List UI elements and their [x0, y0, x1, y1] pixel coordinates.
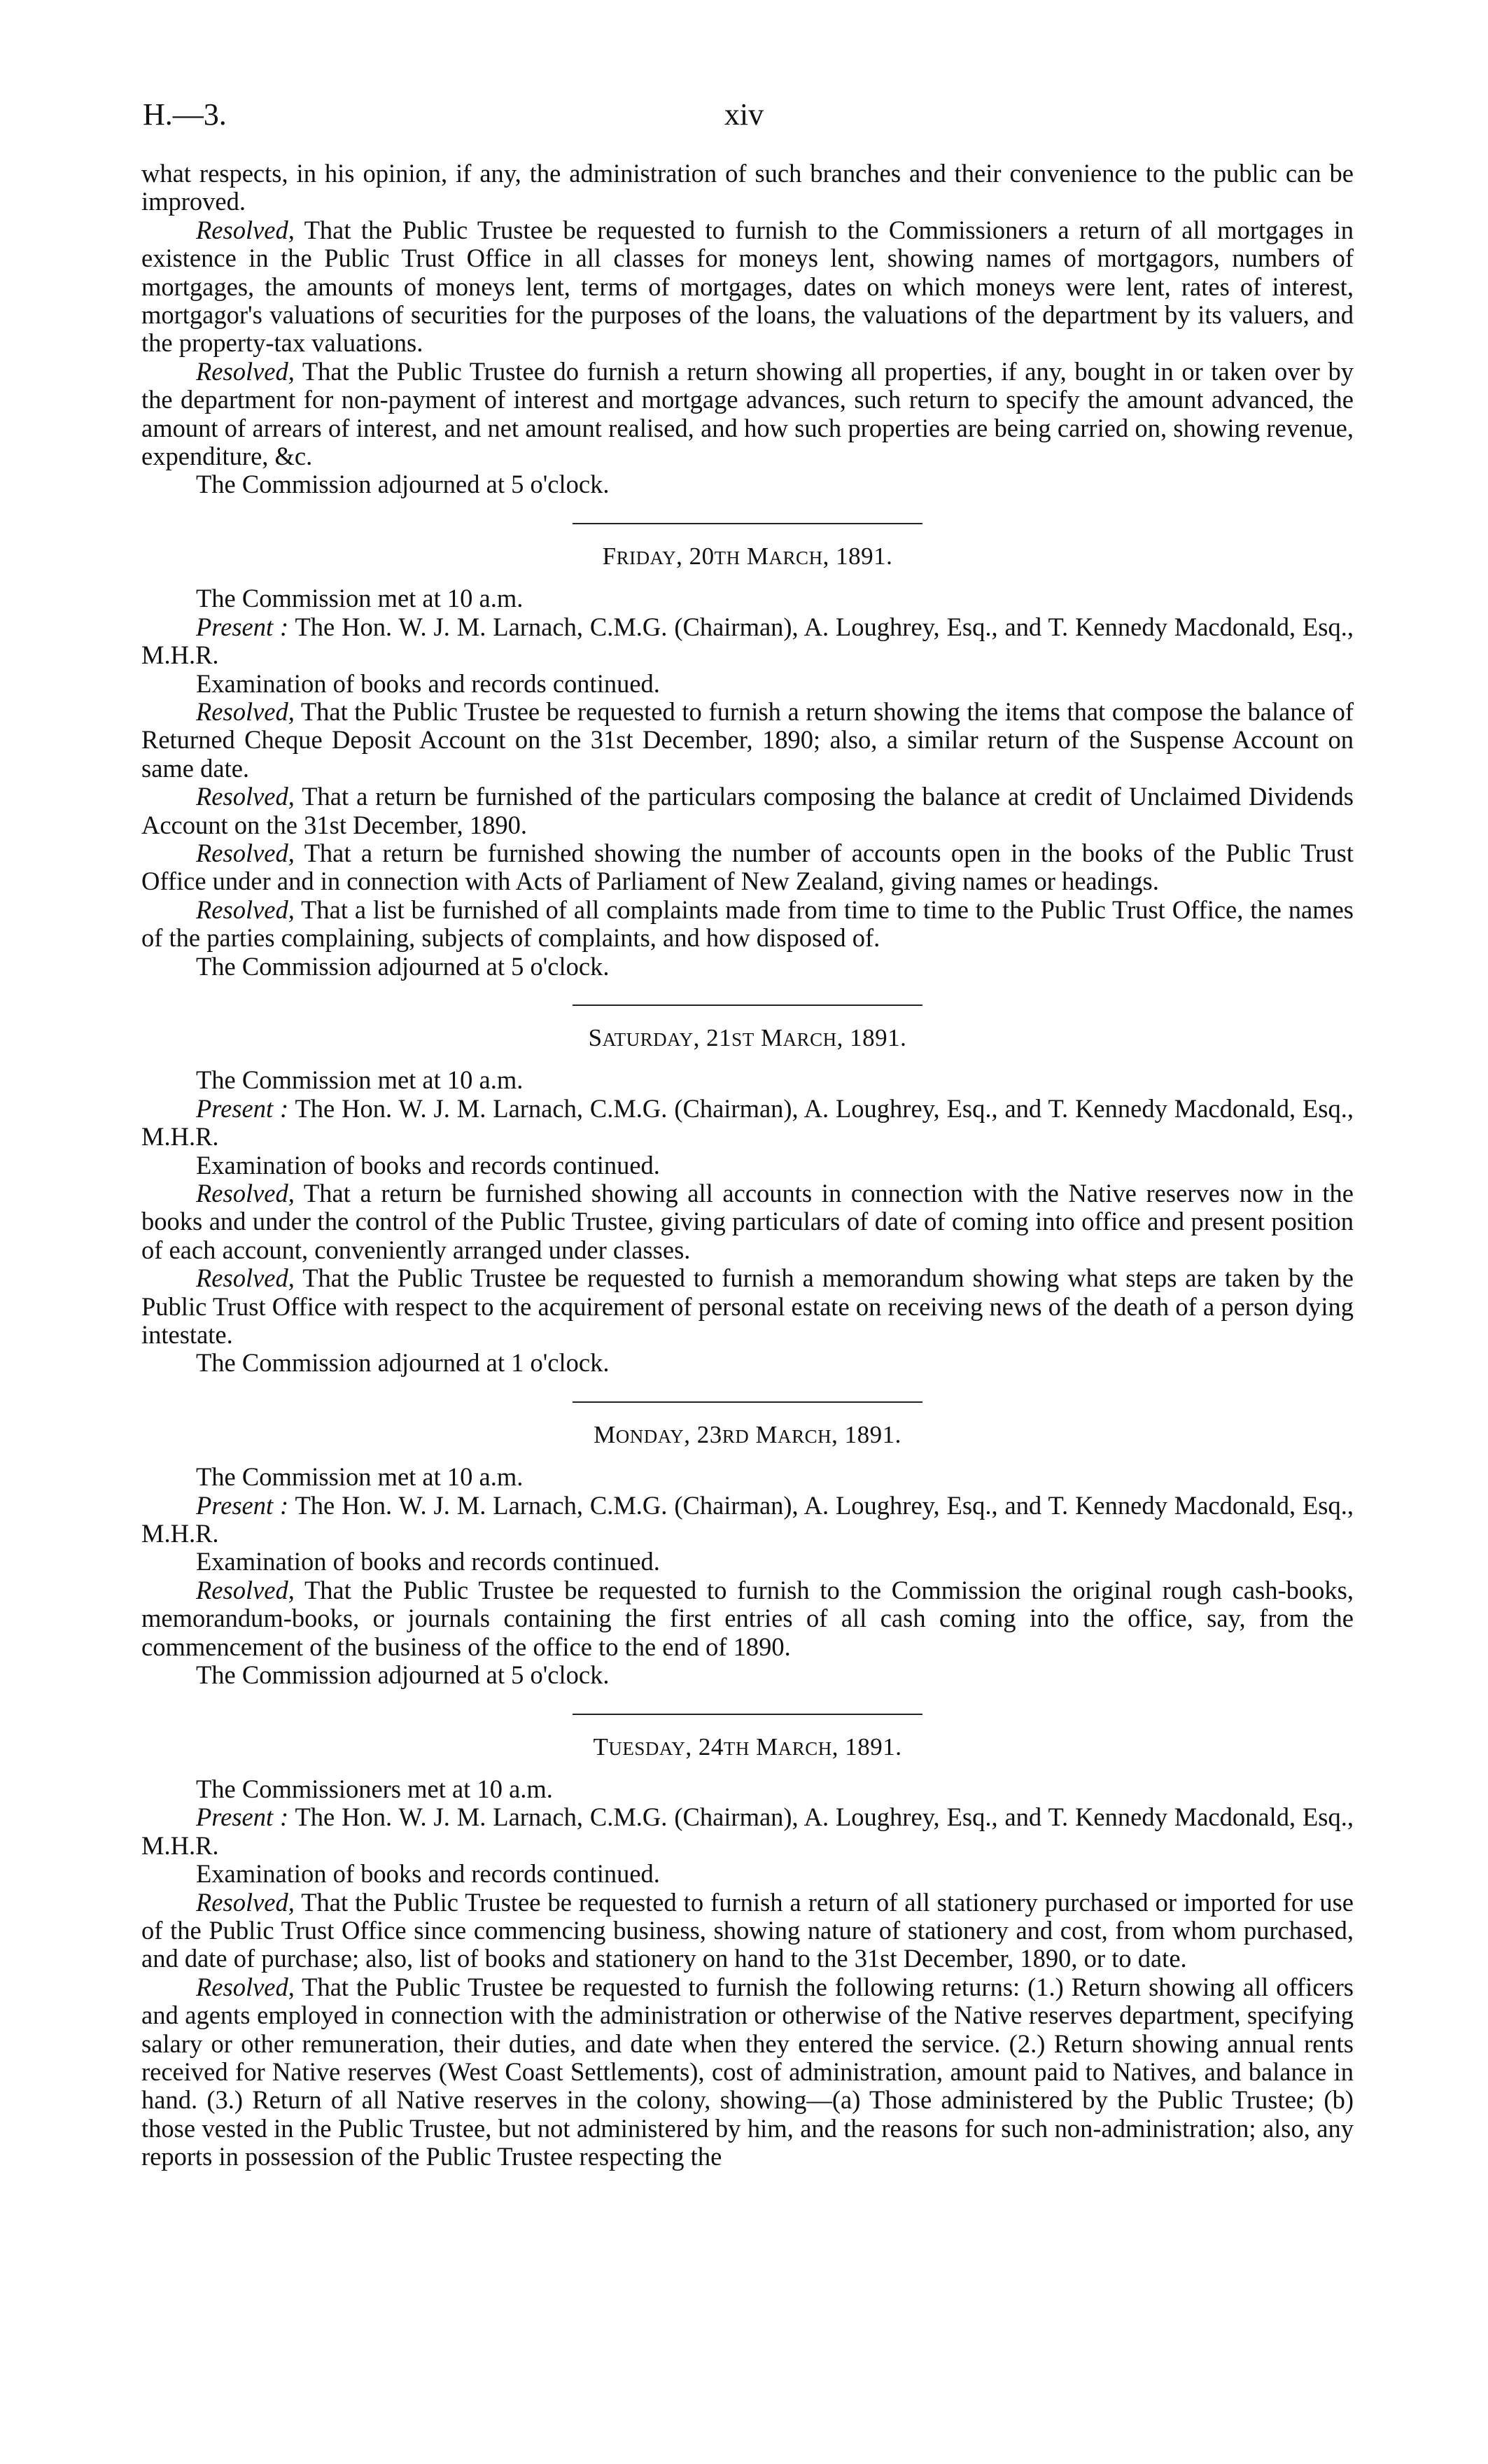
meeting-date-heading: SATURDAY, 21ST MARCH, 1891.: [588, 1023, 907, 1051]
paragraph-lead: Present :: [196, 1802, 289, 1832]
minute-paragraph: [141, 1973, 1354, 2171]
paragraph-text: The Commission adjourned at 5 o'clock.: [196, 951, 610, 981]
paragraph-lead: Present :: [196, 1093, 289, 1123]
paragraph-text: The Hon. W. J. M. Larnach, C.M.G. (Chairman), A. Loughrey, Esq., and T. Kennedy Macdonald, Esq., M.H.R.: [141, 612, 1354, 670]
section-divider: [573, 1401, 922, 1403]
paragraph-text: The Commission adjourned at 5 o'clock.: [196, 1660, 610, 1690]
page-number: xiv: [724, 97, 764, 132]
date-part: ARCH: [778, 1737, 832, 1759]
date-part: ARCH: [782, 1028, 837, 1050]
minute-paragraph: [141, 1548, 1354, 1576]
paragraph-lead: Present :: [196, 612, 289, 641]
date-part: ONDAY: [615, 1425, 685, 1447]
paragraph-text: That the Public Trustee be requested to furnish a memorandum showing what steps are taken by the Public Trust Office with respect to the acquirement of personal estate on receiving news of the death of a person dying intestate.: [141, 1264, 1354, 1350]
minute-paragraph: [141, 1860, 1354, 1888]
paragraph-text: The Commission adjourned at 1 o'clock.: [196, 1348, 610, 1378]
paragraph-lead: Resolved,: [196, 1179, 295, 1208]
meeting-date-heading: TUESDAY, 24TH MARCH, 1891.: [593, 1732, 902, 1760]
minute-paragraph: [141, 1264, 1354, 1349]
date-part: ATURDAY: [602, 1028, 694, 1050]
date-part: 24: [698, 1732, 724, 1760]
date-part: UESDAY: [608, 1737, 686, 1759]
minute-paragraph: [141, 1180, 1354, 1264]
minute-paragraph: [141, 670, 1354, 698]
section-divider: [573, 523, 922, 524]
minute-paragraph: [141, 1463, 1354, 1491]
date-part: , 1891.: [831, 1732, 902, 1760]
meeting-date-heading: FRIDAY, 20TH MARCH, 1891.: [602, 542, 893, 570]
paragraph-lead: Present :: [196, 1490, 289, 1520]
paragraph-lead: Resolved,: [196, 696, 295, 726]
date-part: , 1891.: [822, 542, 893, 570]
minute-paragraph: [141, 698, 1354, 783]
minute-paragraph: [141, 1576, 1354, 1661]
date-part: ARCH: [768, 547, 823, 568]
minute-paragraph: [141, 160, 1354, 216]
paragraph-text: Examination of books and records continued.: [196, 668, 660, 698]
date-part: F: [602, 542, 617, 570]
paragraph-text: That a return be furnished showing the number of accounts open in the books of the Public Trust Office under and in connection with Acts of Parliament of New Zealand, giving names or headings.: [141, 838, 1354, 896]
date-part: 23: [696, 1420, 722, 1448]
paragraph-text: what respects, in his opinion, if any, the administration of such branches and their convenience to the public can be improved.: [141, 159, 1354, 216]
paragraph-text: That the Public Trustee be requested to furnish a return showing the items that compose the balance of Returned Cheque Deposit Account on the 31st December, 1890; also, a similar return of the Suspense Account on same date.: [141, 696, 1354, 783]
minute-paragraph: [141, 1095, 1354, 1152]
minute-paragraph: [141, 1889, 1354, 1973]
paragraph-text: The Hon. W. J. M. Larnach, C.M.G. (Chairman), A. Loughrey, Esq., and T. Kennedy Macdonald, Esq., M.H.R.: [141, 1093, 1354, 1152]
minute-paragraph: [141, 613, 1354, 670]
document-body: [141, 160, 1354, 2171]
paragraph-text: That the Public Trustee be requested to furnish to the Commission the original rough cash-books, memorandum-books, or journals containing the first entries of all cash coming into the office, say, from the commencement of the business of the office to the end of 1890.: [141, 1575, 1354, 1661]
minute-paragraph: [141, 839, 1354, 896]
paragraph-lead: Resolved,: [196, 356, 295, 386]
minute-paragraph: [141, 216, 1354, 358]
paragraph-text: Examination of books and records continued.: [196, 1150, 660, 1180]
minute-paragraph: [141, 1661, 1354, 1689]
minute-paragraph: [141, 1492, 1354, 1548]
paragraph-text: That a return be furnished of the particulars composing the balance at credit of Unclaimed Dividends Account on the 31st December, 1890.: [141, 782, 1354, 839]
section-divider: [573, 1004, 922, 1006]
paragraph-text: The Commission adjourned at 5 o'clock.: [196, 470, 610, 499]
paragraph-text: The Commission met at 10 a.m.: [196, 1065, 524, 1095]
paragraph-text: That a return be furnished showing all accounts in connection with the Native reserves now in the books and under the control of the Public Trustee, giving particulars of date of coming into office and present position of each account, conveniently arranged under classes.: [141, 1179, 1354, 1264]
date-part: , 1891.: [831, 1420, 901, 1448]
paragraph-text: The Hon. W. J. M. Larnach, C.M.G. (Chairman), A. Loughrey, Esq., and T. Kennedy Macdonald, Esq., M.H.R.: [141, 1490, 1354, 1548]
date-part: RD: [722, 1425, 750, 1447]
minute-paragraph: [141, 783, 1354, 839]
minute-paragraph: [141, 1066, 1354, 1094]
document-reference: H.—3.: [143, 97, 227, 132]
minute-paragraph: [141, 358, 1354, 471]
date-part: S: [588, 1023, 603, 1051]
paragraph-text: The Commissioners met at 10 a.m.: [196, 1774, 553, 1803]
paragraph-text: That the Public Trustee be requested to furnish a return of all stationery purchased or imported for use of the Public Trust Office since commencing business, showing nature of stationery and cost, from whom purchased, and date of purchase; also, list of books and stationery on hand to the 31st December, 1890, or to date.: [141, 1887, 1354, 1973]
meeting-date-heading: MONDAY, 23RD MARCH, 1891.: [594, 1420, 901, 1448]
date-part: 21: [706, 1023, 732, 1051]
paragraph-text: The Commission met at 10 a.m.: [196, 1462, 524, 1492]
paragraph-lead: Resolved,: [196, 782, 295, 811]
paragraph-lead: Resolved,: [196, 838, 295, 867]
minute-paragraph: [141, 1803, 1354, 1860]
date-part: M: [760, 1023, 783, 1051]
date-part: M: [746, 542, 769, 570]
paragraph-lead: Resolved,: [196, 1575, 295, 1604]
section-divider: [573, 1714, 922, 1715]
paragraph-lead: Resolved,: [196, 1972, 295, 2001]
paragraph-text: That the Public Trustee be requested to furnish the following returns: (1.) Return showing all officers and agents employed in connection with the administration or otherwise of the Native reserves department, specifying salary or other remuneration, their duties, and date when they entered the service. (2.) Return showing annual rents received for Native reserves (West Coast Settlements), cost of administration, amount paid to Natives, and balance in hand. (3.) Return of all Native reserves in the colony, showing—(a) Those administered by the Public Trustee; (b) those vested in the Public Trustee, but not administered by him, and the reasons for such non-administration; also, any reports in possession of the Public Trustee respecting the: [141, 1972, 1354, 2171]
page-header: [0, 97, 1488, 139]
date-part: ARCH: [778, 1425, 832, 1447]
paragraph-lead: Resolved,: [196, 1264, 295, 1293]
paragraph-text: The Hon. W. J. M. Larnach, C.M.G. (Chairman), A. Loughrey, Esq., and T. Kennedy Macdonald, Esq., M.H.R.: [141, 1802, 1354, 1860]
date-part: RIDAY: [616, 547, 677, 568]
minute-paragraph: [141, 953, 1354, 981]
date-part: TH: [714, 547, 741, 568]
date-part: M: [755, 1420, 778, 1448]
date-part: M: [756, 1732, 778, 1760]
date-part: T: [593, 1732, 609, 1760]
date-part: TH: [723, 1737, 750, 1759]
paragraph-lead: Resolved,: [196, 215, 295, 244]
paragraph-lead: Resolved,: [196, 1887, 295, 1917]
date-part: ST: [731, 1028, 754, 1050]
date-part: , 1891.: [836, 1023, 907, 1051]
paragraph-text: That a list be furnished of all complaints made from time to time to the Public Trust Office, the names of the parties complaining, subjects of complaints, and how disposed of.: [141, 895, 1354, 953]
paragraph-text: Examination of books and records continued.: [196, 1547, 660, 1576]
date-part: 20: [689, 542, 715, 570]
paragraph-text: The Commission met at 10 a.m.: [196, 584, 524, 613]
paragraph-text: That the Public Trustee be requested to furnish to the Commissioners a return of all mortgages in existence in the Public Trust Office in all classes for moneys lent, showing names of mortgagors, numbers of mortgages, the amounts of moneys lent, terms of mortgages, dates on which moneys were lent, rates of interest, mortgagor's valuations of securities for the purposes of the loans, the valuations of the department by its valuers, and the property-tax valuations.: [141, 215, 1354, 358]
minute-paragraph: [141, 1349, 1354, 1377]
paragraph-text: Examination of books and records continued.: [196, 1859, 660, 1889]
minute-paragraph: [141, 896, 1354, 953]
paragraph-text: That the Public Trustee do furnish a return showing all properties, if any, bought in or taken over by the department for non-payment of interest and mortgage advances, such return to specify the amount advanced, the amount of arrears of interest, and net amount realised, and how such properties are being carried on, showing revenue, expenditure, &c.: [141, 356, 1354, 471]
minute-paragraph: [141, 1152, 1354, 1180]
minute-paragraph: [141, 584, 1354, 612]
date-part: M: [594, 1420, 616, 1448]
minute-paragraph: [141, 1775, 1354, 1803]
paragraph-lead: Resolved,: [196, 895, 295, 924]
minute-paragraph: [141, 470, 1354, 498]
